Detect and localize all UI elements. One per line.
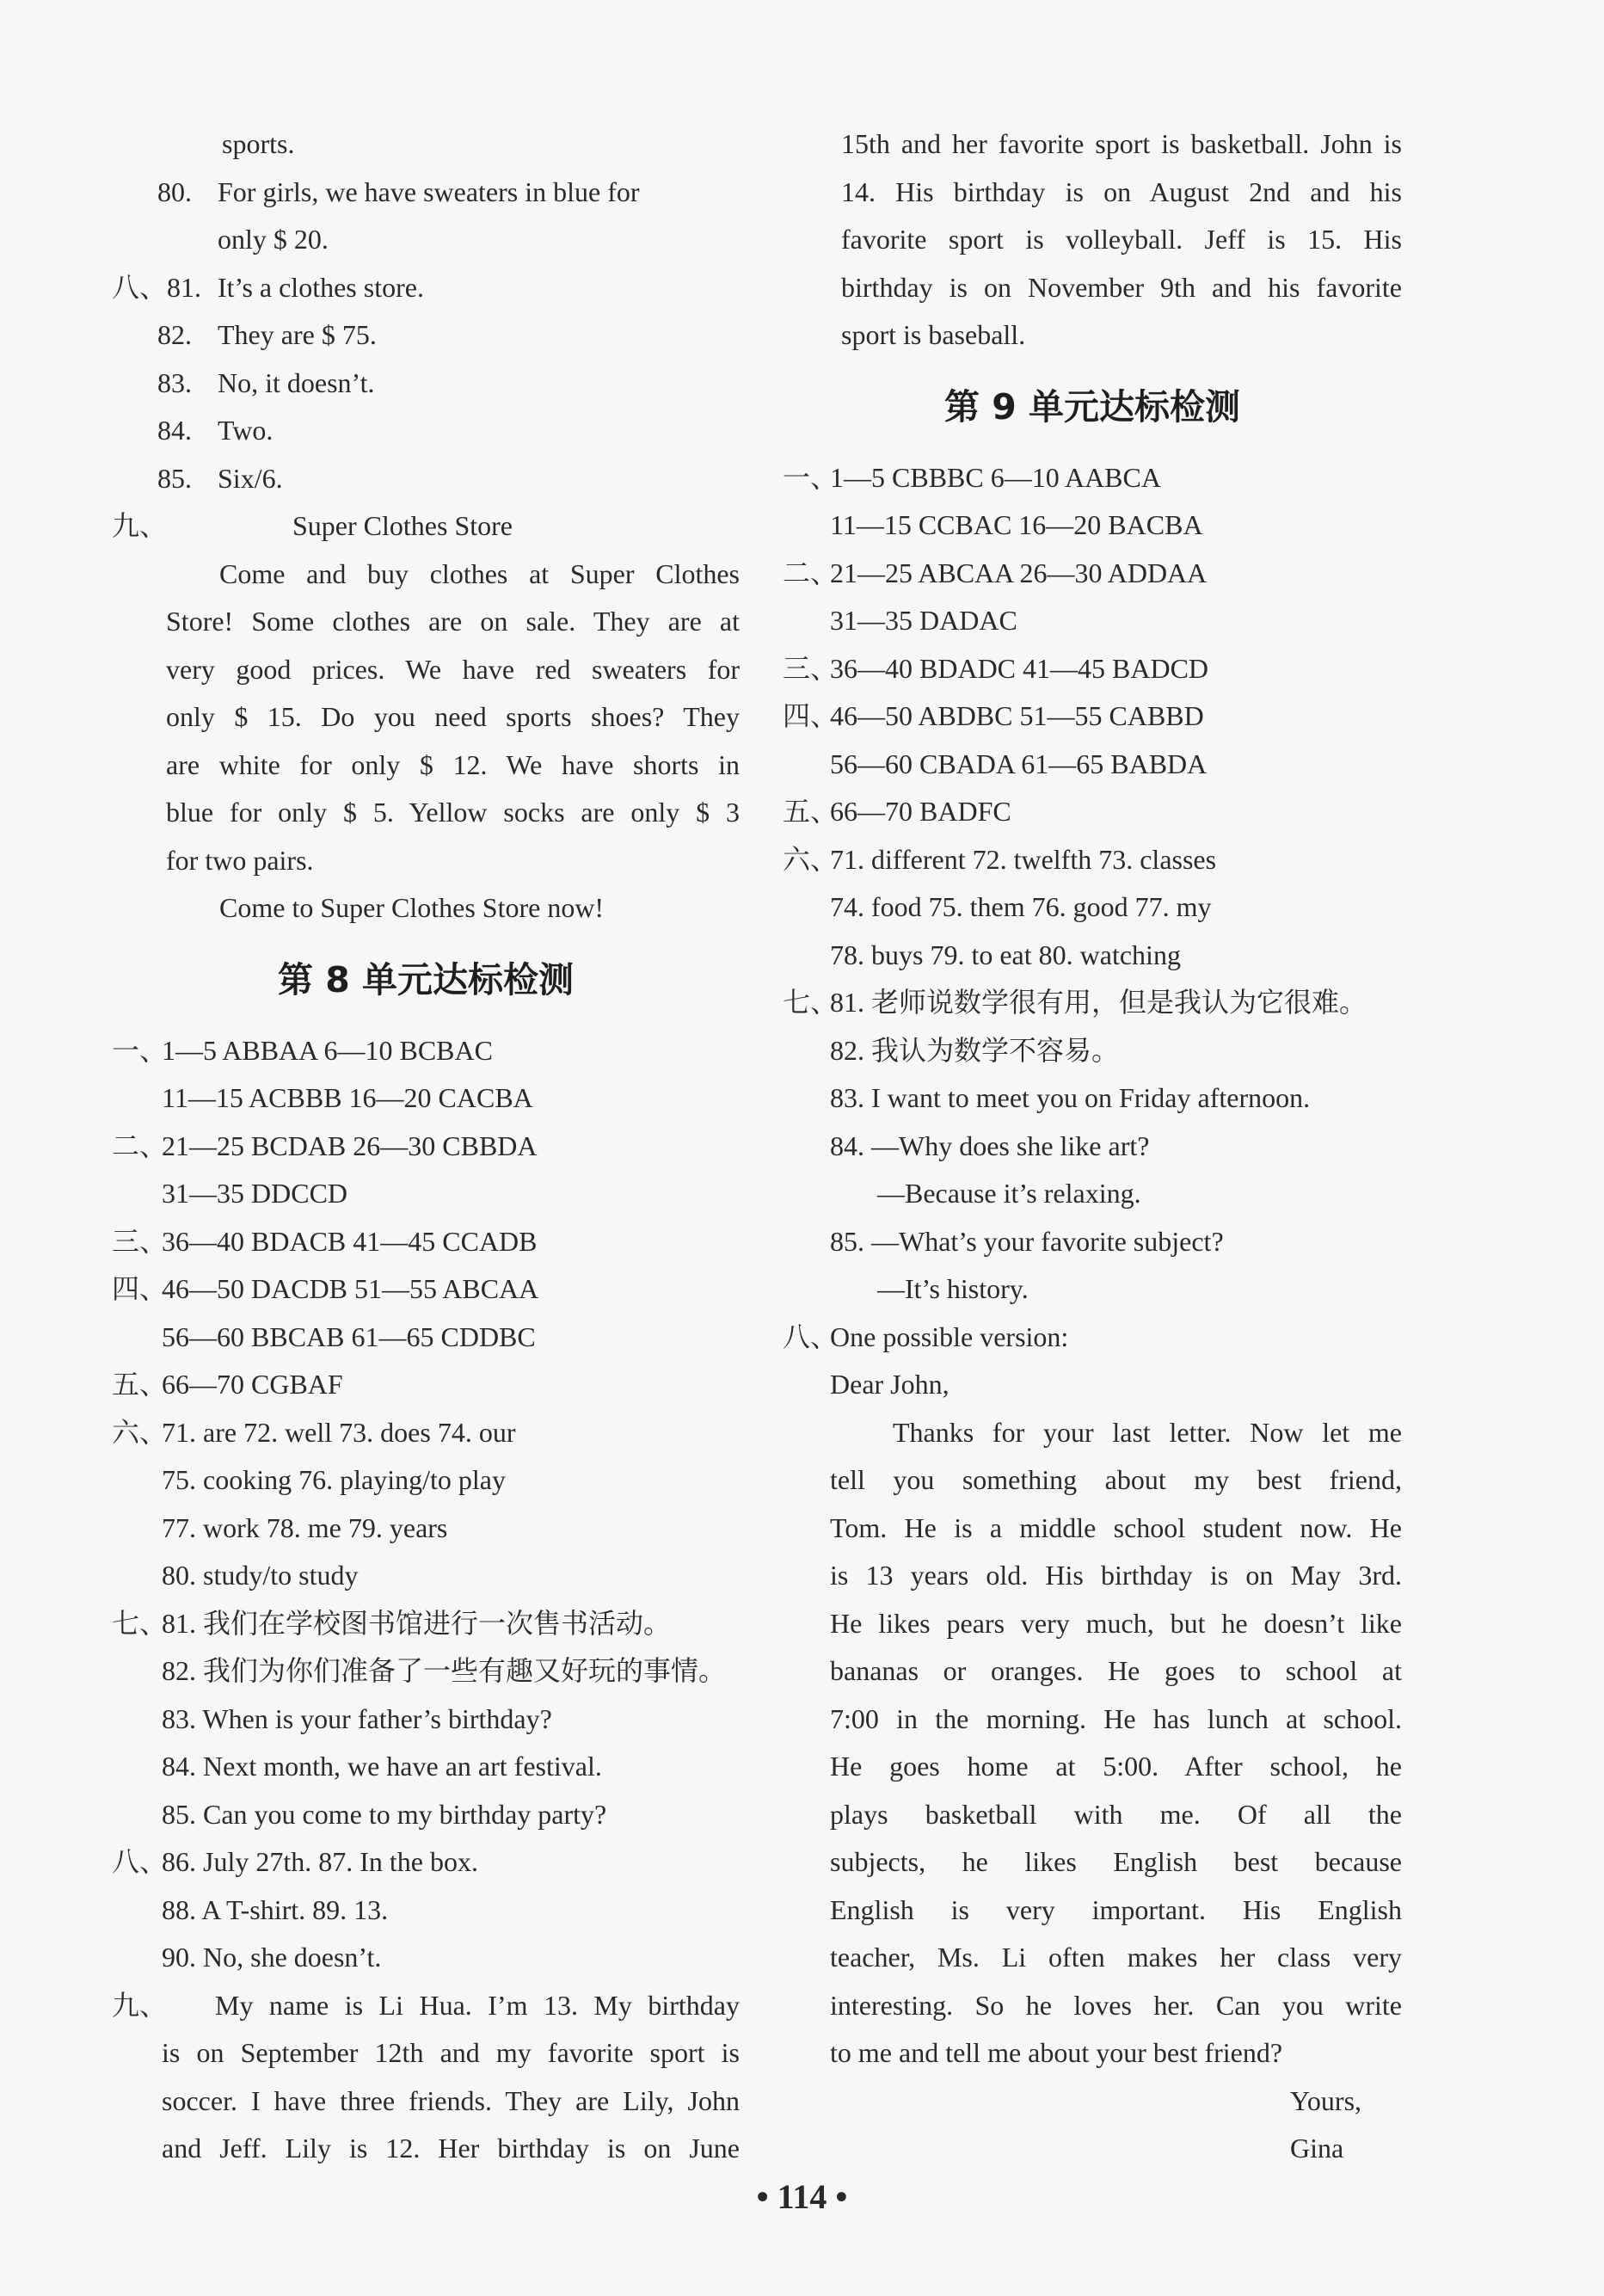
answer-line <box>783 169 1402 217</box>
answer-text: 11—15 CCBAC 16—20 BACBA <box>830 509 1203 540</box>
answer-text: 1—5 CBBBC 6—10 AABCA <box>830 461 1161 493</box>
answer-text: 11—15 ACBBB 16—20 CACBA <box>162 1082 533 1113</box>
answer-text: blue for only $ 5. Yellow socks are only $ 3 <box>166 797 740 828</box>
answer-line <box>783 1982 1402 2030</box>
answer-line <box>783 597 1402 645</box>
item-number: 七、 <box>112 1607 168 1639</box>
answer-line <box>783 264 1402 312</box>
answer-line <box>783 1456 1402 1505</box>
answer-line <box>112 407 740 455</box>
item-number: 七、 <box>783 987 839 1018</box>
answer-text: 46—50 DACDB 51—55 ABCAA <box>162 1273 539 1304</box>
answer-text: 82. 我们为你们准备了一些有趣又好玩的事情。 <box>162 1655 727 1686</box>
answer-text: 88. A T-shirt. 89. 13. <box>162 1893 389 1925</box>
unit9-heading: 第 9 单元达标检测 <box>943 385 1241 428</box>
answer-text: Tom. He is a middle school student now. He <box>830 1511 1402 1543</box>
item-number: 八、81. <box>112 271 202 303</box>
answer-text: sport is baseball. <box>841 319 1026 350</box>
answer-line <box>783 645 1402 693</box>
item-number: 八、 <box>783 1320 839 1352</box>
answer-line <box>112 693 740 742</box>
answer-line <box>783 1361 1402 1409</box>
answer-line <box>783 1696 1402 1744</box>
answer-text: 66—70 CGBAF <box>162 1369 343 1400</box>
answer-text: 31—35 DADAC <box>830 605 1017 636</box>
answer-line <box>112 789 740 837</box>
answer-line <box>783 1170 1402 1218</box>
answer-line <box>112 1123 740 1171</box>
answer-line <box>783 1218 1402 1266</box>
answer-text: 46—50 ABDBC 51—55 CABBD <box>830 700 1204 731</box>
answer-text: Come to Super Clothes Store now! <box>219 892 605 923</box>
answer-text: 86. July 27th. 87. In the box. <box>162 1846 478 1877</box>
answer-text: 15th and her favorite sport is basketball. John is <box>841 128 1402 159</box>
item-number: 一、 <box>783 461 839 493</box>
answer-line <box>783 1743 1402 1791</box>
answer-line <box>112 1218 740 1266</box>
answer-line <box>112 169 740 217</box>
answer-line <box>783 550 1402 598</box>
answer-line <box>112 1887 740 1935</box>
answer-text: interesting. So he loves her. Can you write <box>830 1989 1402 2021</box>
answer-text: is 13 years old. His birthday is on May 3rd. <box>830 1560 1402 1591</box>
item-number: 四、 <box>112 1273 168 1304</box>
item-number: 83. <box>157 366 192 398</box>
answer-line <box>112 1456 740 1505</box>
answer-line <box>112 1265 740 1314</box>
answer-line <box>112 264 740 312</box>
answer-text: 83. When is your father’s birthday? <box>162 1702 552 1734</box>
item-number: 五、 <box>112 1369 168 1400</box>
answer-line <box>783 1027 1402 1075</box>
item-number: 一、 <box>112 1034 168 1066</box>
answer-line <box>783 788 1402 836</box>
answer-text: and Jeff. Lily is 12. Her birthday is on June <box>162 2133 740 2164</box>
answer-text: soccer. I have three friends. They are Lily, John <box>162 2084 740 2116</box>
answer-text: Dear John, <box>830 1369 949 1400</box>
answer-text: only $ 15. Do you need sports shoes? They <box>166 701 740 732</box>
item-number: 85. <box>157 462 192 494</box>
answer-text: It’s a clothes store. <box>218 271 424 303</box>
answer-text: plays basketball with me. Of all the <box>830 1798 1402 1830</box>
answer-text: 80. study/to study <box>162 1560 359 1591</box>
answer-text: 81. 老师说数学很有用，但是我认为它很难。 <box>830 987 1367 1018</box>
answer-line <box>112 1074 740 1123</box>
answer-line <box>783 1887 1402 1935</box>
answer-text: is on September 12th and my favorite sport is <box>162 2037 740 2068</box>
answer-line <box>112 120 740 169</box>
answer-text: 85. Can you come to my birthday party? <box>162 1798 607 1830</box>
answer-text: to me and tell me about your best friend? <box>830 2037 1283 2068</box>
answer-line <box>783 1647 1402 1696</box>
item-number: 82. <box>157 319 192 350</box>
item-number: 84. <box>157 415 192 446</box>
answer-text: tell you something about my best friend, <box>830 1464 1402 1495</box>
answer-line <box>783 1314 1402 1362</box>
answer-line <box>783 932 1402 980</box>
item-number: 五、 <box>783 796 839 827</box>
answer-text: Yours, <box>1290 2084 1362 2116</box>
answer-line <box>112 1791 740 1839</box>
answer-text: only $ 20. <box>218 224 329 255</box>
answer-text: 21—25 ABCAA 26—30 ADDAA <box>830 557 1208 588</box>
item-number: 三、 <box>783 652 839 684</box>
item-number: 九、 <box>112 1989 168 2021</box>
answer-line <box>112 598 740 646</box>
answer-line <box>112 311 740 360</box>
answer-line <box>112 1600 740 1648</box>
answer-text: 7:00 in the morning. He has lunch at school. <box>830 1702 1402 1734</box>
item-number: 六、 <box>783 843 839 875</box>
answer-text: 21—25 BCDAB 26—30 CBBDA <box>162 1130 538 1161</box>
answer-line <box>112 1170 740 1218</box>
answer-text: 66—70 BADFC <box>830 796 1011 827</box>
item-number: 三、 <box>112 1225 168 1257</box>
answer-line <box>112 1934 740 1982</box>
answer-line <box>112 742 740 790</box>
answer-line <box>112 1027 740 1075</box>
answer-line <box>112 455 740 503</box>
answer-text: favorite sport is volleyball. Jeff is 15. His <box>841 224 1402 255</box>
answer-text: 84. —Why does she like art? <box>830 1130 1150 1161</box>
answer-text: Two. <box>218 415 273 446</box>
item-number: 四、 <box>783 700 839 731</box>
answer-text: teacher, Ms. Li often makes her class very <box>830 1942 1402 1973</box>
answer-line <box>783 1600 1402 1648</box>
answer-text: subjects, he likes English best because <box>830 1846 1402 1877</box>
item-number: 八、 <box>112 1846 168 1877</box>
answer-line <box>112 1647 740 1696</box>
item-number: 二、 <box>112 1130 168 1161</box>
answer-text: Six/6. <box>218 462 283 494</box>
answer-line <box>112 1361 740 1409</box>
answer-text: 82. 我认为数学不容易。 <box>830 1034 1120 1066</box>
answer-line <box>783 1791 1402 1839</box>
answer-text: Gina <box>1290 2133 1344 2164</box>
answer-text: No, it doesn’t. <box>218 366 375 398</box>
answer-text: He likes pears very much, but he doesn’t like <box>830 1607 1402 1639</box>
answer-line <box>112 2125 740 2173</box>
answer-line <box>783 216 1402 264</box>
answer-text: 83. I want to meet you on Friday afternoon. <box>830 1082 1311 1113</box>
answer-line <box>783 1505 1402 1553</box>
answer-text: for two pairs. <box>166 844 314 876</box>
answer-text: 56—60 BBCAB 61—65 CDDBC <box>162 1320 536 1352</box>
answer-line <box>112 1743 740 1791</box>
answer-line <box>783 979 1402 1027</box>
answer-line <box>112 1838 740 1887</box>
answer-text: —It’s history. <box>877 1273 1029 1304</box>
right-column <box>783 120 1402 2173</box>
answer-text: 14. His birthday is on August 2nd and his <box>841 175 1402 207</box>
answer-text: English is very important. His English <box>830 1893 1402 1925</box>
answer-line <box>783 2029 1402 2077</box>
answer-text: 75. cooking 76. playing/to play <box>162 1464 506 1495</box>
answer-line <box>112 837 740 885</box>
answer-line <box>112 216 740 264</box>
answer-line <box>112 551 740 599</box>
answer-text: They are $ 75. <box>218 319 377 350</box>
answer-line <box>112 360 740 408</box>
answer-text: One possible version: <box>830 1320 1069 1352</box>
answer-line <box>112 1409 740 1457</box>
answer-text: —Because it’s relaxing. <box>877 1178 1141 1209</box>
answer-text: 71. different 72. twelfth 73. classes <box>830 843 1217 875</box>
answer-text: Thanks for your last letter. Now let me <box>893 1416 1402 1448</box>
answer-line <box>783 2077 1402 2126</box>
answer-line <box>112 2077 740 2126</box>
answer-text: very good prices. We have red sweaters for <box>166 653 740 685</box>
answer-line <box>112 884 740 933</box>
answer-line <box>112 502 740 551</box>
unit8-heading: 第 8 单元达标检测 <box>277 958 575 1000</box>
answer-line <box>783 1838 1402 1887</box>
answer-text: 36—40 BDADC 41—45 BADCD <box>830 652 1209 684</box>
answer-line <box>783 1123 1402 1171</box>
answer-text: bananas or oranges. He goes to school at <box>830 1655 1402 1686</box>
answer-text: 81. 我们在学校图书馆进行一次售书活动。 <box>162 1607 672 1639</box>
answer-line <box>112 1696 740 1744</box>
answer-line <box>783 883 1402 932</box>
answer-line <box>783 1934 1402 1982</box>
answer-line <box>783 741 1402 789</box>
answer-line <box>112 1314 740 1362</box>
answer-text: 31—35 DDCCD <box>162 1178 348 1209</box>
answer-line <box>783 692 1402 741</box>
answer-text: are white for only $ 12. We have shorts in <box>166 748 740 780</box>
item-number: 二、 <box>783 557 839 588</box>
item-number: 九、 <box>112 510 168 541</box>
answer-line <box>112 1505 740 1553</box>
answer-text: Come and buy clothes at Super Clothes <box>219 557 740 589</box>
answer-line <box>783 1552 1402 1600</box>
answer-line <box>783 454 1402 502</box>
answer-line <box>112 2029 740 2077</box>
answer-line <box>783 311 1402 360</box>
answer-text: My name is Li Hua. I’m 13. My birthday <box>215 1989 740 2021</box>
answer-text: 36—40 BDACB 41—45 CCADB <box>162 1225 538 1257</box>
answer-text: 78. buys 79. to eat 80. watching <box>830 939 1181 970</box>
answer-text: 85. —What’s your favorite subject? <box>830 1225 1224 1257</box>
answer-line <box>783 1409 1402 1457</box>
answer-line <box>783 502 1402 550</box>
answer-text: 1—5 ABBAA 6—10 BCBAC <box>162 1034 493 1066</box>
answer-line <box>783 836 1402 884</box>
answer-text: 71. are 72. well 73. does 74. our <box>162 1416 516 1448</box>
answer-line <box>112 1982 740 2030</box>
item-number: 六、 <box>112 1416 168 1448</box>
answer-text: He goes home at 5:00. After school, he <box>830 1751 1402 1782</box>
answer-text: Store! Some clothes are on sale. They are at <box>166 606 740 637</box>
page-number: • 114 • <box>756 2177 848 2216</box>
answer-text: 77. work 78. me 79. years <box>162 1511 448 1543</box>
answer-line <box>783 120 1402 169</box>
answer-text: 90. No, she doesn’t. <box>162 1942 382 1973</box>
item-number: 80. <box>157 175 192 207</box>
answer-text: For girls, we have sweaters in blue for <box>218 175 640 207</box>
answer-line <box>112 1552 740 1600</box>
left-column <box>112 120 740 2173</box>
answer-line <box>783 1074 1402 1123</box>
answer-text: Super Clothes Store <box>292 510 513 541</box>
answer-text: sports. <box>222 128 295 159</box>
answer-text: 56—60 CBADA 61—65 BABDA <box>830 748 1208 779</box>
answer-line <box>783 1265 1402 1314</box>
answer-line <box>783 2125 1402 2173</box>
answer-text: 74. food 75. them 76. good 77. my <box>830 891 1212 922</box>
answer-line <box>112 646 740 694</box>
answer-text: birthday is on November 9th and his favorite <box>841 271 1402 303</box>
answer-text: 84. Next month, we have an art festival. <box>162 1751 602 1782</box>
